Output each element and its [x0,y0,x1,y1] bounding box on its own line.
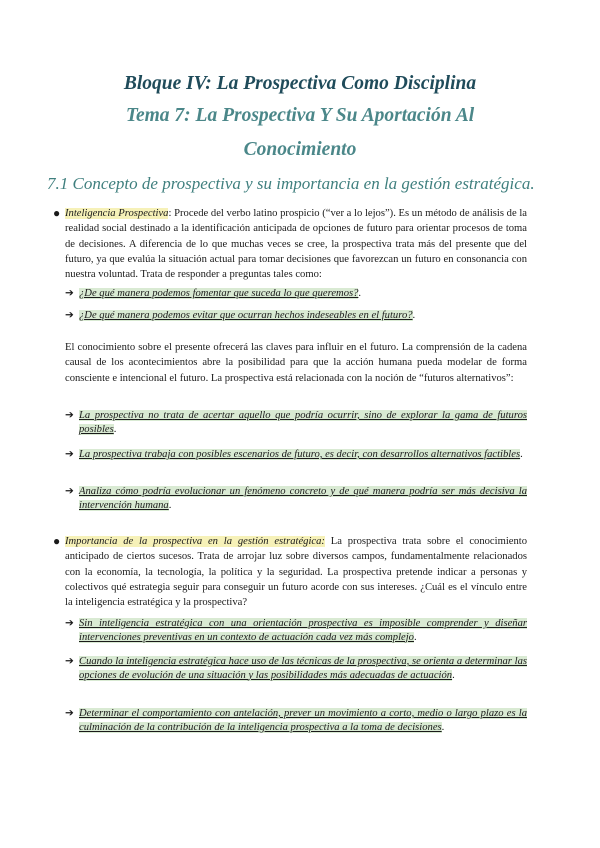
bullet1-paragraph [65,206,527,282]
topic-title-line1: Tema 7: La Prospectiva Y Su Aportación Al [125,105,475,126]
question-text: ¿De qué manera podemos fomentar que suceda lo que queremos? [79,288,359,299]
point-text: Sin inteligencia estratégica con una orientación prospectiva es imposible comprender y diseñar intervenciones preventivas en un contexto de actuación cada vez más complejo [79,618,527,643]
arrow-right-icon: ➔ [65,656,74,667]
point-item: ➔ Determinar el comportamiento con antelación, prever un movimiento a corto, medio o largo plazo es la culminación de la contribución de la inteligencia prospectiva a la toma de decisiones. [65,708,527,733]
point-text: Analiza cómo podría evolucionar un fenómeno concreto y de qué manera podría ser más decisiva la intervención humana [79,486,527,511]
arrow-right-icon: ➔ [65,708,74,719]
question-item: ➔ ¿De qué manera podemos evitar que ocurran hechos indeseables en el futuro?. [65,310,416,321]
point-item: ➔ Analiza cómo podría evolucionar un fenómeno concreto y de qué manera podría ser más decisiva la intervención humana. [65,486,527,511]
bullet-dot: ● [53,534,61,548]
bullet2-term: Importancia de la prospectiva en la gestión estratégica: [65,536,325,547]
bullet2-paragraph [65,534,527,610]
topic-title-line2: Conocimiento [243,139,357,160]
bullet1-paragraph2: El conocimiento sobre el presente ofrecerá las claves para influir en el futuro. La comprensión de la cadena causal de los acontecimientos abre la posibilidad para que la acción humana pueda modelar de forma consciente e intencional el futuro. La prospectiva está relacionada con la noción de “futuros alternativos”: [65,342,527,384]
question-text: ¿De qué manera podemos evitar que ocurran hechos indeseables en el futuro? [79,310,413,321]
question-item: ➔ ¿De qué manera podemos fomentar que suceda lo que queremos?. [65,288,362,299]
point-item: ➔ Sin inteligencia estratégica con una orientación prospectiva es imposible comprender y diseñar intervenciones preventivas en un contexto de actuación cada vez más complejo. [65,618,527,643]
point-item: ➔ La prospectiva no trata de acertar aquello que podría ocurrir, sino de explorar la gama de futuros posibles. [65,410,527,435]
title-area [0,72,600,164]
point-item: ➔ Cuando la inteligencia estratégica hace uso de las técnicas de la prospectiva, se orienta a determinar las opciones de evolución de una situación y las posibilidades más adecuadas de actuación. [65,656,527,681]
bullet1-text: : Procede del verbo latino prospicio (“ver a lo lejos”). Es un método de análisis de la realidad social destinado a la identificación anticipada de opciones de futuro para orientar procesos de toma de decisiones. A diferencia de lo que muchas veces se cree, la prospectiva trata más del presente que del futuro, ya que evalúa la situación actual para tomar decisiones que favorezcan un futuro en consonancia con nuestra voluntad. Trata de responder a preguntas tales como: [65,208,527,281]
arrow-right-icon: ➔ [65,486,74,497]
point-text: La prospectiva trabaja con posibles escenarios de futuro, es decir, con desarrollos alternativos factibles [79,449,521,460]
arrow-right-icon: ➔ [65,618,74,629]
point-text: Cuando la inteligencia estratégica hace uso de las técnicas de la prospectiva, se orienta a determinar las opciones de evolución de una situación y las posibilidades más adecuadas de actuación [79,656,527,681]
arrow-right-icon: ➔ [65,449,74,460]
bullet-dot: ● [53,206,61,220]
bullet1-term: Inteligencia Prospectiva [65,208,169,219]
point-text: Determinar el comportamiento con antelación, prever un movimiento a corto, medio o largo plazo es la culminación de la contribución de la inteligencia prospectiva a la toma de decisiones [79,708,527,733]
arrow-right-icon: ➔ [65,310,74,321]
arrow-right-icon: ➔ [65,410,74,421]
arrow-right-icon: ➔ [65,288,74,299]
bullet2-text: La prospectiva trata sobre el conocimiento anticipado de ciertos sucesos. Trata de arrojar luz sobre diversos campos, fundamentalmente relacionados con la economía, la tecnología, la política y la seguridad. La prospectiva pretende indicar a personas y colectivos qué estrategia seguir para conseguir un futuro acorde con sus intereses. ¿Cuál es el vínculo entre la inteligencia estratégica y la prospectiva? [65,536,527,609]
block-title: Bloque IV: La Prospectiva Como Disciplina [123,73,477,94]
point-item: ➔ La prospectiva trabaja con posibles escenarios de futuro, es decir, con desarrollos alternativos factibles. [65,449,523,460]
point-text: La prospectiva no trata de acertar aquello que podría ocurrir, sino de explorar la gama de futuros posibles [79,410,527,435]
section-heading: 7.1 Concepto de prospectiva y su importancia en la gestión estratégica. [47,174,535,193]
